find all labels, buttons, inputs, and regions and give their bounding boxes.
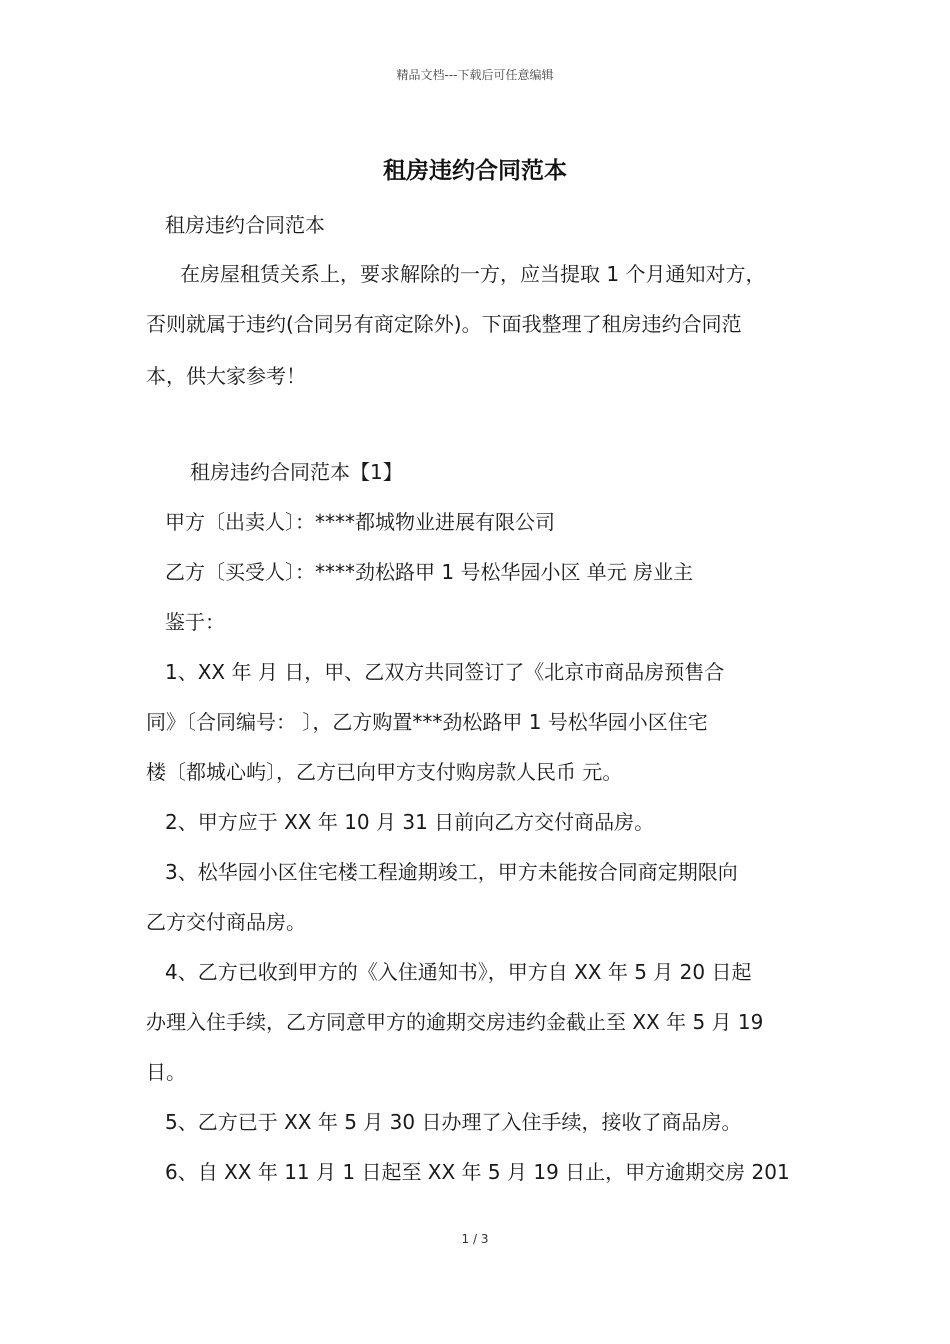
clause-6-line-1: 6、自 XX 年 11 月 1 日起至 XX 年 5 月 19 日止，甲方逾期交房 201 (165, 1160, 790, 1184)
page-number: 1 / 3 (461, 1232, 489, 1246)
page-header: 精品文档---下载后可任意编辑 (396, 68, 554, 82)
clause-5-line-1: 5、乙方已于 XX 年 5 月 30 日办理了入住手续，接收了商品房。 (165, 1110, 742, 1134)
intro-line-2: 否则就属于违约(合同另有商定除外)。下面我整理了租房违约合同范 (146, 312, 742, 336)
party-b-line: 乙方〔买受人〕：****劲松路甲 1 号松华园小区 单元 房业主 (165, 560, 694, 584)
clause-4-line-1: 4、乙方已收到甲方的《入住通知书》，甲方自 XX 年 5 月 20 日起 (165, 960, 752, 984)
clause-3-line-2: 乙方交付商品房。 (146, 910, 306, 934)
document-title: 租房违约合同范本 (383, 158, 567, 184)
subtitle-line: 租房违约合同范本 (165, 213, 325, 237)
clause-2-line-1: 2、甲方应于 XX 年 10 月 31 日前向乙方交付商品房。 (165, 810, 655, 834)
clause-4-line-2: 办理入住手续，乙方同意甲方的逾期交房违约金截止至 XX 年 5 月 19 (146, 1010, 764, 1034)
clause-1-line-1: 1、XX 年 月 日，甲、乙双方共同签订了《北京市商品房预售合 (165, 660, 725, 684)
clause-1-line-3: 楼〔都城心屿〕，乙方已向甲方支付购房款人民币 元。 (146, 760, 623, 784)
clause-3-line-1: 3、松华园小区住宅楼工程逾期竣工，甲方未能按合同商定期限向 (165, 860, 738, 884)
clause-4-line-3: 日。 (146, 1060, 186, 1084)
clause-1-line-2: 同》〔合同编号： 〕，乙方购置***劲松路甲 1 号松华园小区住宅 (146, 710, 708, 734)
intro-line-3: 本，供大家参考！ (146, 364, 306, 388)
section-heading: 租房违约合同范本【1】 (190, 460, 403, 484)
whereas-line: 鉴于： (165, 610, 225, 634)
intro-line-1: 在房屋租赁关系上，要求解除的一方，应当提取 1 个月通知对方， (180, 262, 766, 286)
party-a-line: 甲方〔出卖人〕：****都城物业进展有限公司 (165, 510, 555, 534)
